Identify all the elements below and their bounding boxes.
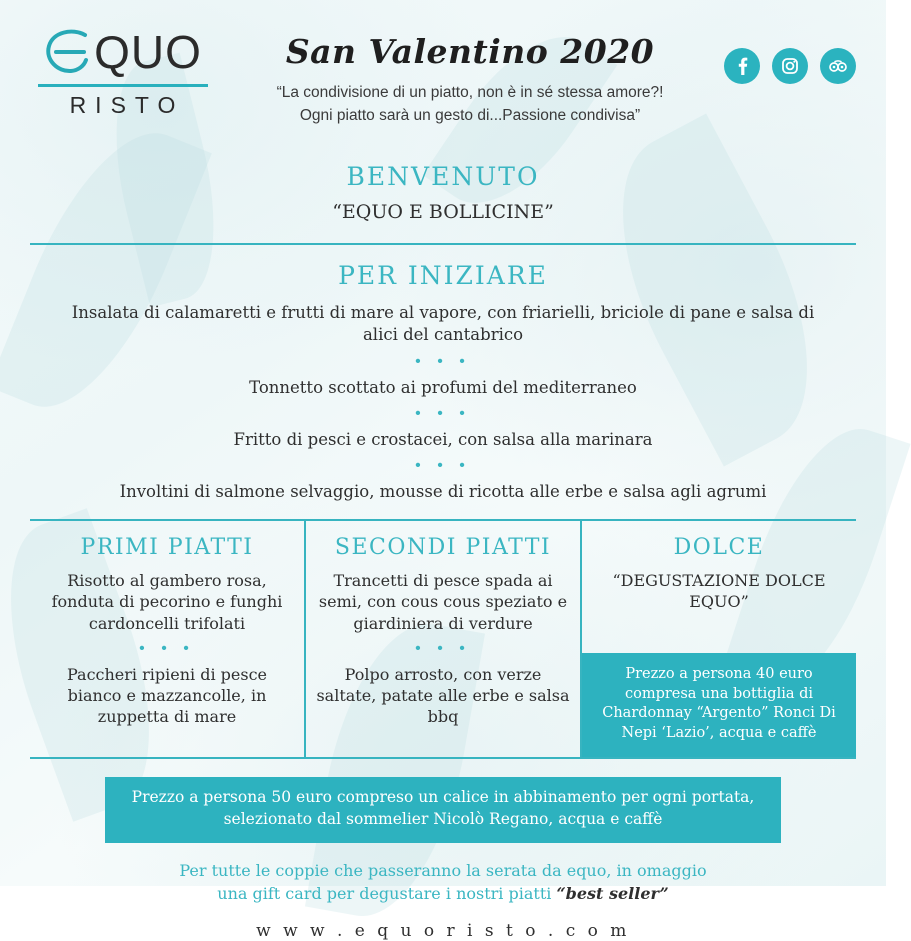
brand-wordmark: QUO <box>94 26 202 78</box>
footer <box>30 759 856 941</box>
primi-piatti-heading: PRIMI PIATTI <box>80 535 254 561</box>
menu-item: “DEGUSTAZIONE DOLCE EQUO” <box>612 571 826 612</box>
item-separator: • • • <box>415 639 471 657</box>
menu-item: Paccheri ripieni di pesce bianco e mazzancolle, in zuppetta di mare <box>66 664 268 726</box>
brand-underline <box>38 84 208 87</box>
instagram-icon[interactable] <box>772 48 808 84</box>
courses-columns <box>30 519 856 759</box>
facebook-icon[interactable] <box>724 48 760 84</box>
item-separator: • • • <box>415 404 471 422</box>
brand-subtitle: RISTO <box>69 92 185 118</box>
website-url[interactable]: w w w . e q u o r i s t o . c o m <box>256 921 630 941</box>
dolce-price-box: Prezzo a persona 40 euro compresa una bottiglia di Chardonnay “Argento” Ronci Di Nepi ‘Lazio’, acqua e caffè <box>582 653 856 757</box>
column-secondi-piatti <box>304 521 580 757</box>
column-primi-piatti <box>30 521 304 757</box>
item-separator: • • • <box>415 457 471 475</box>
secondi-piatti-heading: SECONDI PIATTI <box>334 535 552 561</box>
menu-item: Risotto al gambero rosa, fonduta di pecorino e funghi cardoncelli trifolati <box>51 571 283 633</box>
section-benvenuto <box>30 162 856 223</box>
social-links[interactable] <box>724 18 856 84</box>
header-title-block <box>216 18 724 128</box>
benvenuto-item: “EQUO E BOLLICINE” <box>332 201 554 223</box>
promo-text <box>30 859 856 905</box>
menu-item: Insalata di calamaretti e frutti di mare al vapore, con friarielli, briciole di pane e salsa di alici del cantabrico <box>71 303 815 345</box>
column-dolce <box>580 521 856 757</box>
menu-item: Fritto di pesci e crostacei, con salsa alla marinara <box>233 429 653 449</box>
header <box>30 18 856 138</box>
header-quote-line1: “La condivisione di un piatto, non è in sé stessa amore?! <box>276 84 664 101</box>
equo-e-mark-icon <box>44 26 90 78</box>
dolce-heading: DOLCE <box>673 535 765 561</box>
brand-logo <box>30 18 216 119</box>
promo-highlight: “best seller” <box>556 883 669 903</box>
per-iniziare-heading: PER INIZIARE <box>338 261 548 290</box>
menu-item: Polpo arrosto, con verze saltate, patate alle erbe e salsa bbq <box>316 664 570 726</box>
promo-line-2 <box>30 882 856 905</box>
header-quote <box>216 81 724 128</box>
header-quote-line2: Ogni piatto sarà un gesto di...Passione condivisa” <box>299 107 641 125</box>
price-banner: Prezzo a persona 50 euro compreso un calice in abbinamento per ogni portata, selezionato dal sommelier Nicolò Regano, acqua e caffè <box>105 777 781 842</box>
tripadvisor-icon[interactable] <box>820 48 856 84</box>
page-title: San Valentino 2020 <box>285 32 655 71</box>
item-separator: • • • <box>139 639 195 657</box>
promo-line-2-text: una gift card per degustare i nostri piatti <box>217 883 557 903</box>
promo-line-1: Per tutte le coppie che passeranno la serata da equo, in omaggio <box>179 860 707 880</box>
item-separator: • • • <box>415 352 471 370</box>
menu-item: Tonnetto scottato ai profumi del mediterraneo <box>249 377 637 397</box>
benvenuto-heading: BENVENUTO <box>346 162 540 191</box>
menu-item: Trancetti di pesce spada ai semi, con cous cous speziato e giardiniera di verdure <box>318 571 568 633</box>
menu-item: Involtini di salmone selvaggio, mousse di ricotta alle erbe e salsa agli agrumi <box>119 482 767 502</box>
section-per-iniziare <box>30 245 856 503</box>
